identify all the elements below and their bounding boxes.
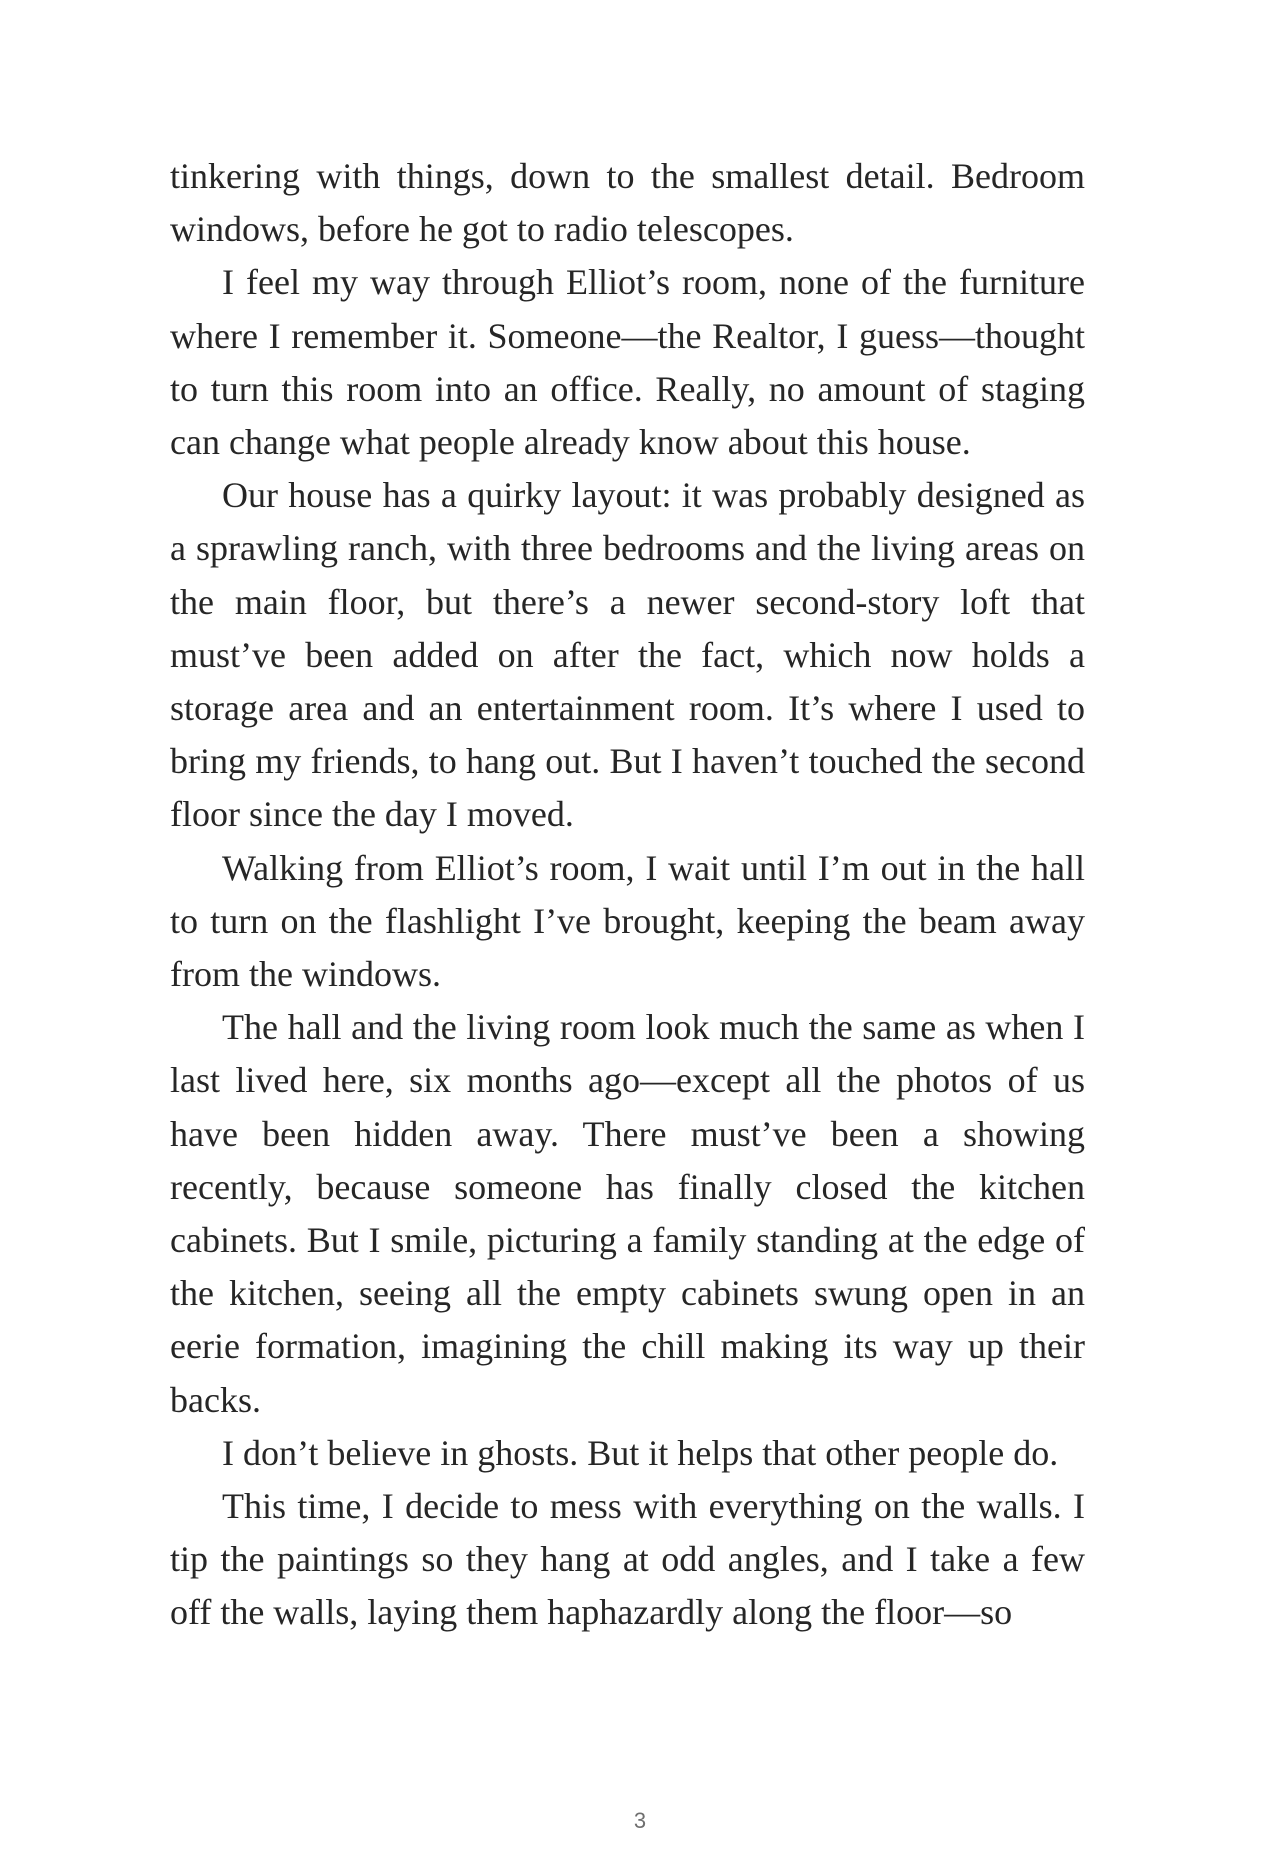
body-text: [170, 150, 1085, 1640]
paragraph-1: tinkering with things, down to the smallest detail. Bedroom windows, before he got to radio telescopes.: [170, 156, 1085, 250]
paragraph-2: I feel my way through Elliot’s room, none of the furniture where I remember it. Someone—the Realtor, I guess—thought to turn this room into an office. Really, no amount of staging can change what people already know about this house.: [170, 262, 1085, 463]
paragraph-6: I don’t believe in ghosts. But it helps that other people do.: [222, 1432, 1059, 1473]
paragraph-3: Our house has a quirky layout: it was probably designed as a sprawling ranch, with three bedrooms and the living areas on the main floor, but there’s a newer second-story loft that must’ve been added on after the fact, which now holds a storage area and an entertainment room. It’s where I used to bring my friends, to hang out. But I haven’t touched the second floor since the day I moved.: [170, 475, 1085, 835]
paragraph-4: Walking from Elliot’s room, I wait until I’m out in the hall to turn on the flashlight I’ve brought, keeping the beam away from the windows.: [170, 847, 1085, 995]
paragraph-7: This time, I decide to mess with everything on the walls. I tip the paintings so they hang at odd angles, and I take a few off the walls, laying them haphazardly along the floor—so: [170, 1486, 1085, 1633]
paragraph-5: The hall and the living room look much the same as when I last lived here, six months ago—except all the photos of us have been hidden away. There must’ve been a showing recently, because someone has finally closed the kitchen cabinets. But I smile, picturing a family standing at the edge of the kitchen, seeing all the empty cabinets swung open in an eerie formation, imagining the chill making its way up their backs.: [170, 1007, 1085, 1420]
page-number: 3: [633, 1808, 647, 1833]
